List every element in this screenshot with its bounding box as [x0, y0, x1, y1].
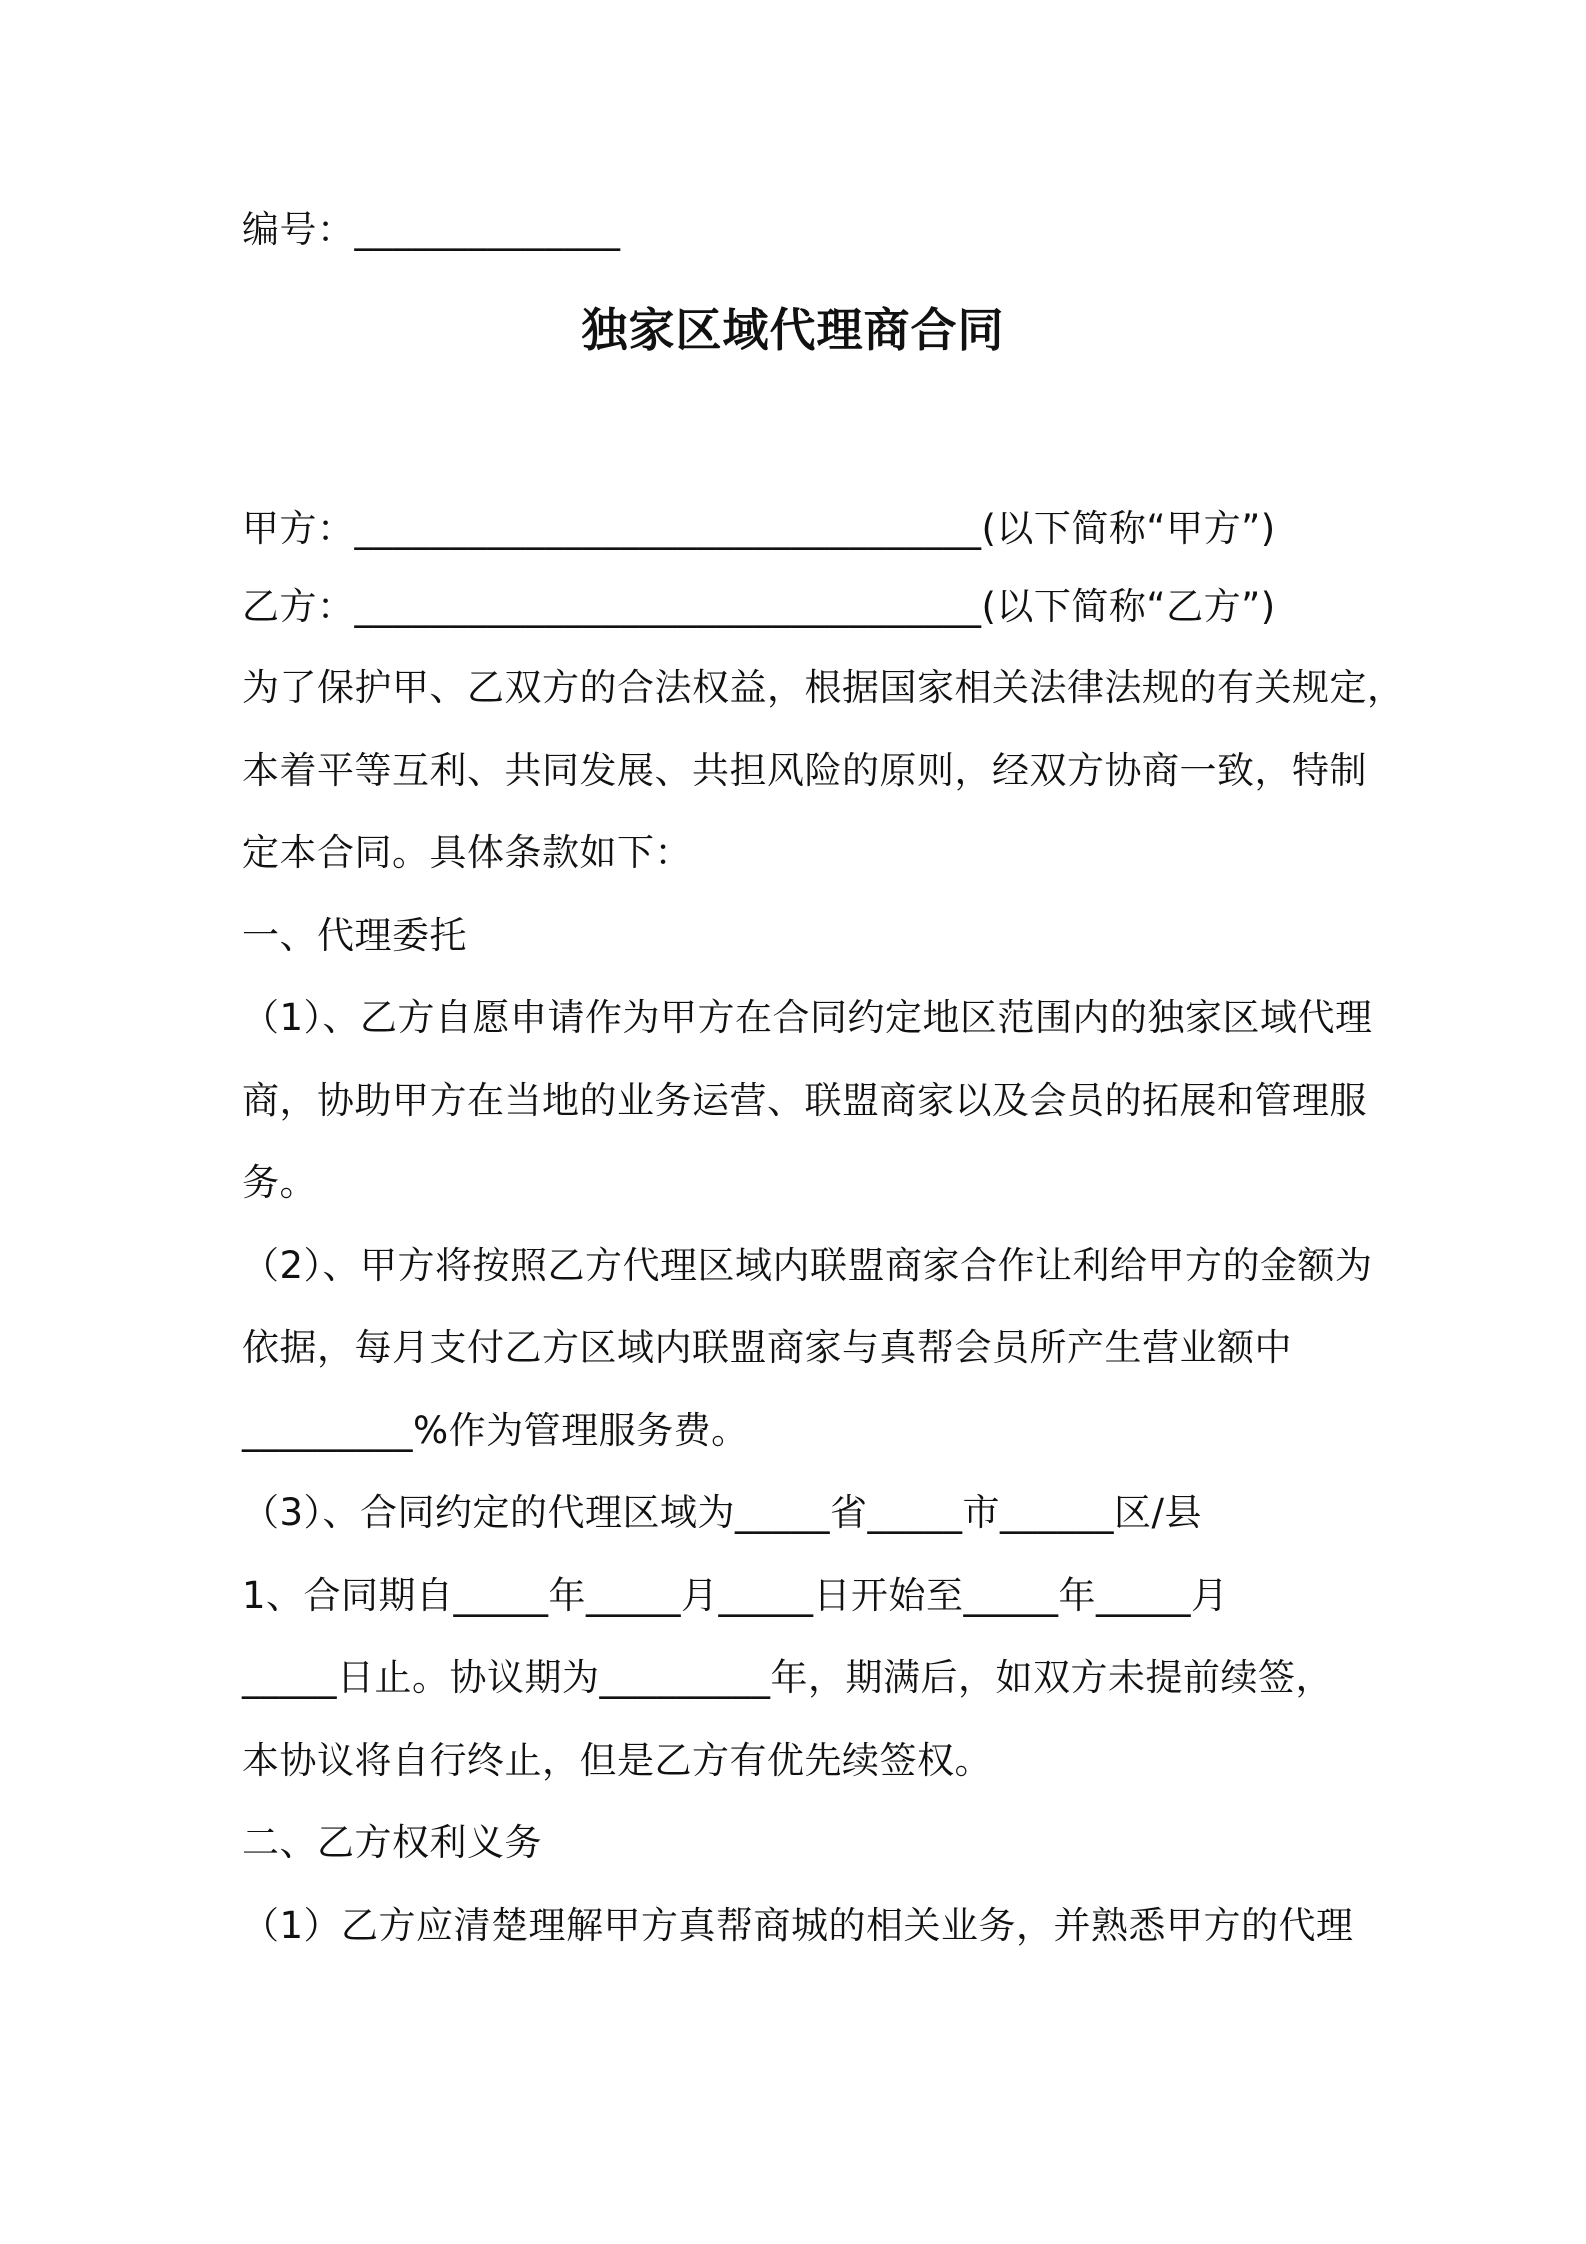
party-a-line: 甲方：_________________________________(以下简称“甲方”)	[242, 507, 1276, 550]
clause-line: 商，协助甲方在当地的业务运营、联盟商家以及会员的拓展和管理服	[242, 1079, 1367, 1122]
section-heading: 二、乙方权利义务	[242, 1821, 542, 1864]
section-heading: 一、代理委托	[242, 914, 467, 957]
contract-number: 编号：______________	[242, 208, 621, 251]
preamble-line: 定本合同。具体条款如下：	[242, 831, 692, 874]
clause-line: （1）、乙方自愿申请作为甲方在合同约定地区范围内的独家区域代理	[242, 996, 1373, 1039]
party-b-line: 乙方：_________________________________(以下简称“乙方”)	[242, 585, 1276, 628]
clause-line: （2）、甲方将按照乙方代理区域内联盟商家合作让利给甲方的金额为	[242, 1244, 1373, 1287]
term-line: 本协议将自行终止，但是乙方有优先续签权。	[242, 1739, 992, 1782]
term-line: 1、合同期自_____年_____月_____日开始至_____年_____月	[242, 1574, 1229, 1617]
clause-line: 务。	[242, 1161, 317, 1204]
preamble-line: 为了保护甲、乙双方的合法权益，根据国家相关法律法规的有关规定，	[242, 666, 1405, 709]
preamble-line: 本着平等互利、共同发展、共担风险的原则，经双方协商一致，特制	[242, 749, 1367, 792]
term-line: _____日止。协议期为_________年，期满后，如双方未提前续签，	[242, 1656, 1333, 1699]
clause-line: 依据，每月支付乙方区域内联盟商家与真帮会员所产生营业额中	[242, 1326, 1292, 1369]
contract-title: 独家区域代理商合同	[581, 303, 1005, 357]
clause-line: （3）、合同约定的代理区域为_____省_____市______区/县	[242, 1491, 1203, 1534]
clause-line: _________%作为管理服务费。	[242, 1409, 749, 1452]
clause-line: （1）乙方应清楚理解甲方真帮商城的相关业务，并熟悉甲方的代理	[242, 1904, 1354, 1947]
